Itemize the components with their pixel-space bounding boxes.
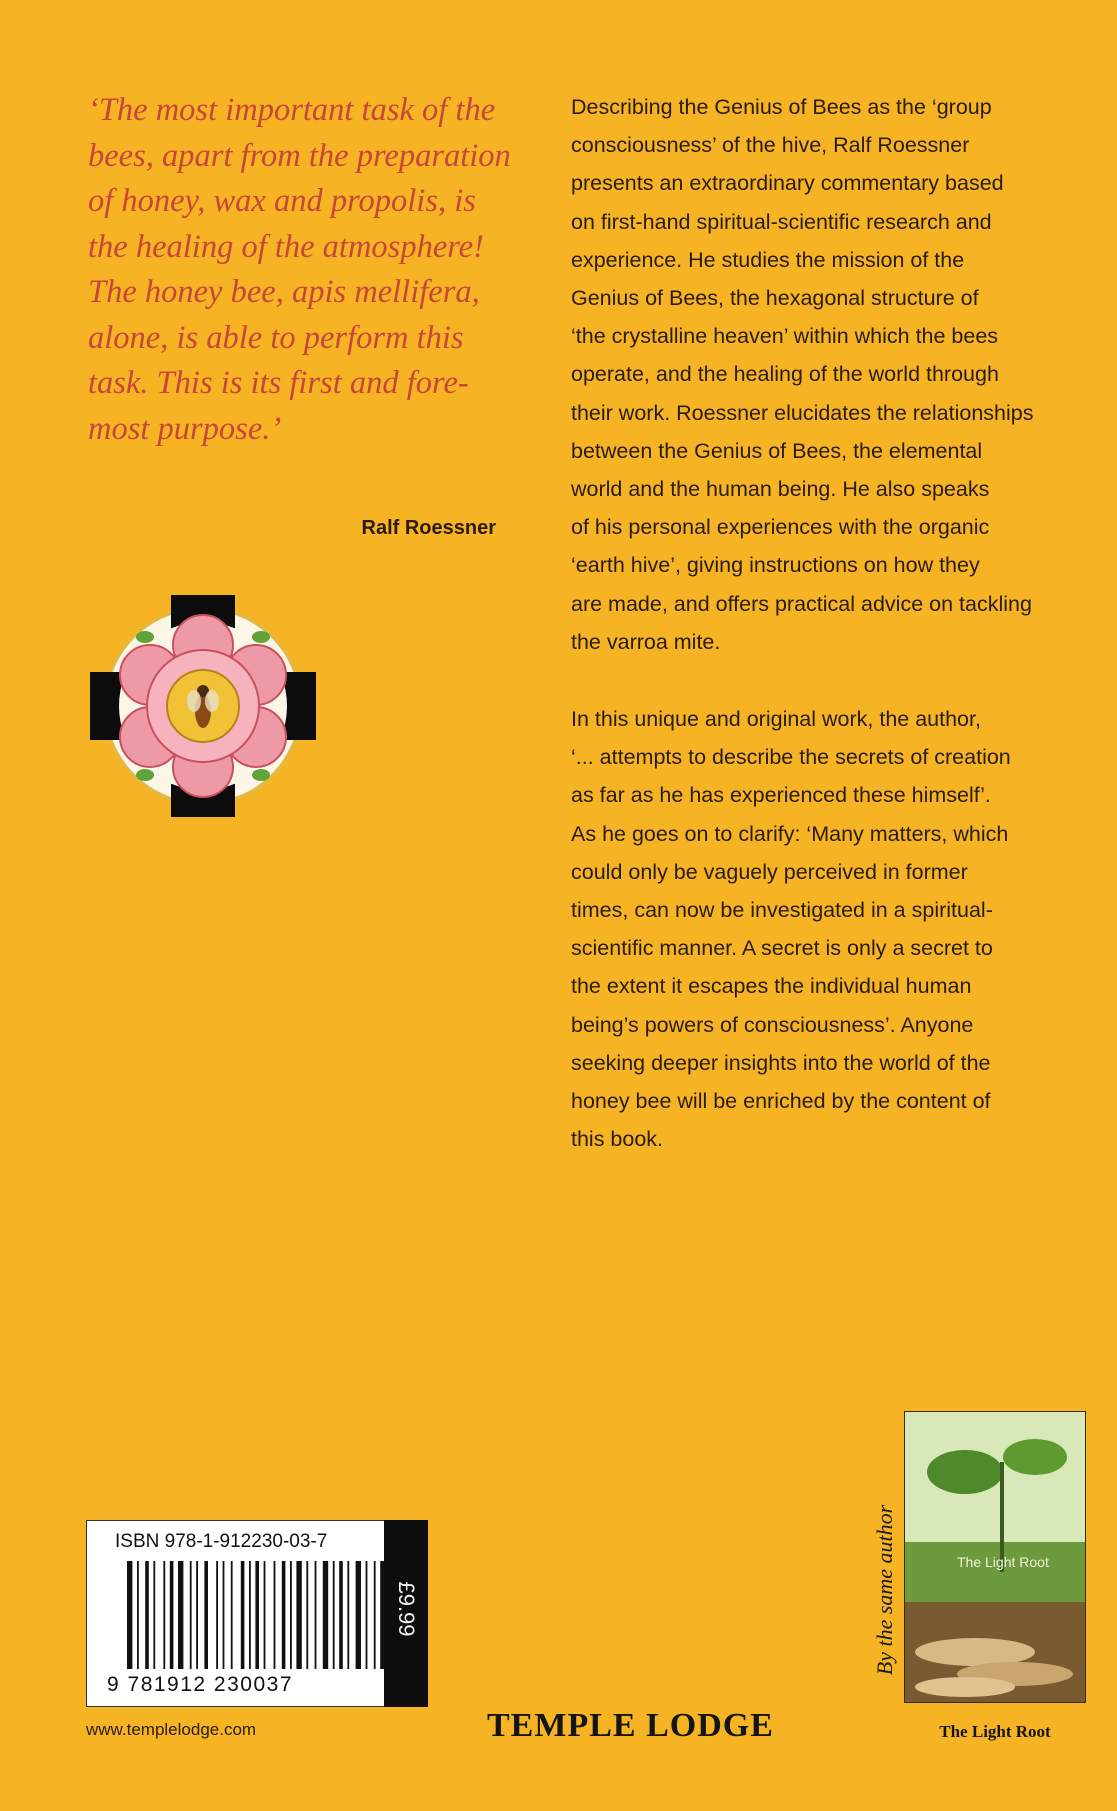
barcode-graphic	[127, 1561, 417, 1673]
price-label: £9.99	[394, 1581, 419, 1637]
barcode-digits: 9 781912 230037	[107, 1673, 293, 1696]
rose-cross-bee-emblem	[90, 595, 316, 817]
related-book-caption: The Light Root	[939, 1722, 1051, 1741]
price-strip	[384, 1520, 428, 1707]
related-book-cover-title: The Light Root	[957, 1554, 1049, 1570]
pull-quote: ‘The most important task of the bees, apart from the preparation of honey, wax and propolis, is the healing of the atmosphere! The honey bee, apis mellifera, alone, is able to perform this task. This is its first and fore- most purpose.’	[88, 92, 511, 447]
book-description	[571, 88, 1101, 1197]
description-paragraph-1: Describing the Genius of Bees as the ‘group consciousness’ of the hive, Ralf Roessner presents an extraordinary commentary based on first-hand spiritual-scientific research and experience. He studies the mission of the Genius of Bees, the hexagonal structure of ‘the crystalline heaven’ within which the bees operate, and the healing of the world through their work. Roessner elucidates the relationships between the Genius of Bees, the elemental world and the human being. He also speaks of his personal experiences with the organic ‘earth hive’, giving instructions on how they are made, and offers practical advice on tackling the varroa mite.	[571, 95, 1034, 654]
quote-author: Ralf Roessner	[361, 517, 496, 539]
publisher-name: TEMPLE LODGE	[487, 1707, 774, 1744]
description-paragraph-2: In this unique and original work, the author, ‘... attempts to describe the secrets of creation as far as he has experienced these himself’. As he goes on to clarify: ‘Many matters, which could only be vaguely perceived in former times, can now be investigated in a spiritual- scientific manner. A secret is only a secret to the extent it escapes the individual human being’s powers of consciousness’. Anyone seeking deeper insights into the world of the honey bee will be enriched by the content of this book.	[571, 707, 1011, 1152]
related-book-cover	[904, 1411, 1086, 1703]
publisher-website: www.templelodge.com	[86, 1720, 257, 1739]
same-author-label: By the same author	[872, 1504, 897, 1676]
isbn-number: ISBN 978-1-912230-03-7	[115, 1531, 328, 1552]
isbn-barcode-panel	[86, 1520, 428, 1707]
